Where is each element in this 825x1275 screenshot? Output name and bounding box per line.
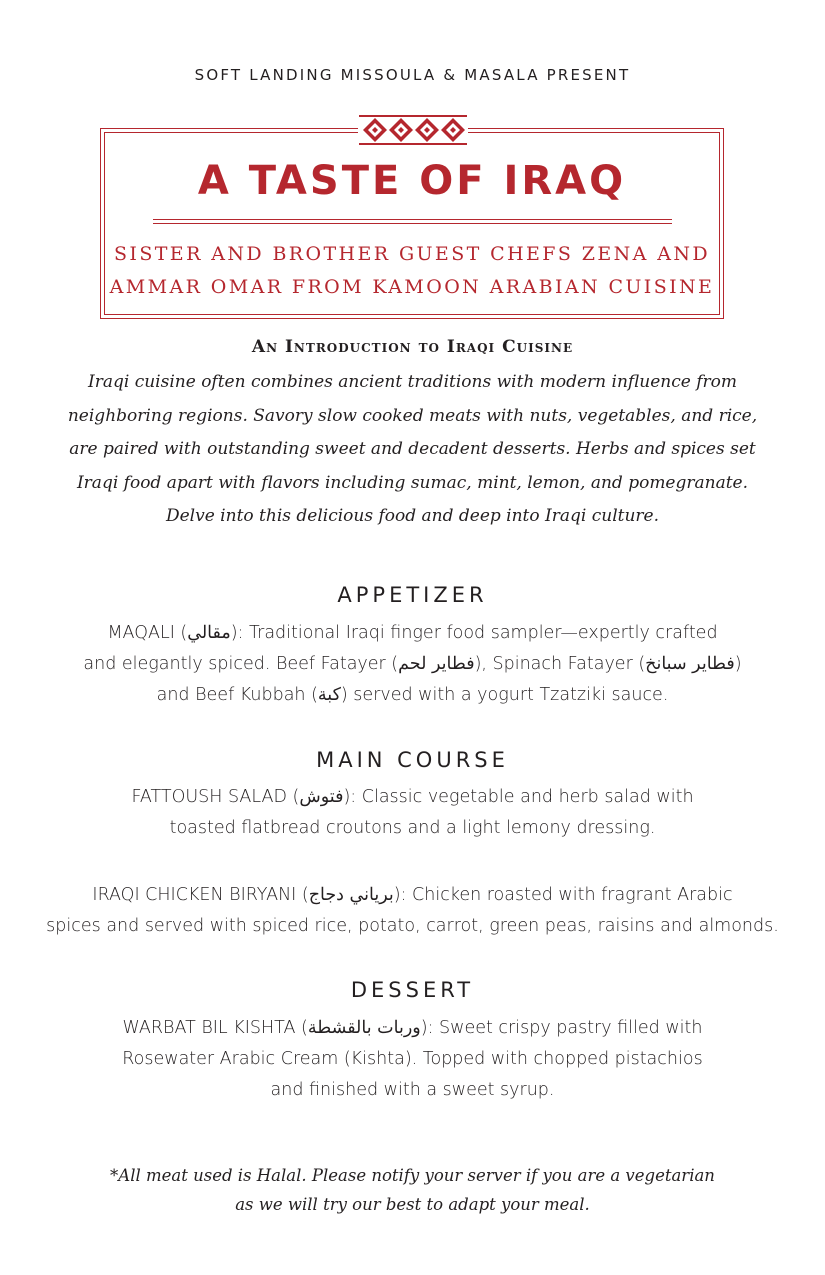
fattoush-line: toasted flatbread croutons and a light lemony dressing. (169, 818, 656, 838)
title-rule-bottom (153, 223, 672, 224)
appetizer-line: and elegantly spiced. Beef Fatayer (فطاير لحم), Spinach Fatayer (فطاير سبانخ) (83, 654, 742, 674)
chefs-line: AMMAR OMAR FROM KAMOON ARABIAN CUISINE (109, 276, 715, 298)
intro-line: Iraqi cuisine often combines ancient traditions with modern influence from (88, 372, 737, 392)
note-line: as we will try our best to adapt your meal. (235, 1195, 590, 1214)
guest-chefs (100, 238, 724, 304)
appetizer-line: MAQALI (مقالي): Traditional Iraqi finger food sampler—expertly crafted (107, 623, 718, 643)
biryani-line: spices and served with spiced rice, potato, carrot, green peas, raisins and almonds. (46, 916, 779, 936)
fattoush-description (40, 782, 785, 844)
note-line: *All meat used is Halal. Please notify your server if you are a vegetarian (110, 1166, 715, 1185)
appetizer-line: and Beef Kubbah (كبة) served with a yogurt Tzatziki sauce. (156, 685, 669, 705)
embroidery-ornament-icon (358, 113, 468, 147)
intro-line: Iraqi food apart with flavors including sumac, mint, lemon, and pomegranate. (76, 472, 749, 493)
main-course-heading: MAIN COURSE (316, 748, 509, 772)
appetizer-description (40, 618, 785, 711)
halal-note (0, 1161, 825, 1219)
dessert-line: Rosewater Arabic Cream (Kishta). Topped with chopped pistachios (122, 1049, 703, 1069)
page-title: A TASTE OF IRAQ (197, 158, 627, 204)
intro-paragraph (60, 366, 765, 534)
fattoush-line: FATTOUSH SALAD (فتوش): Classic vegetable and herb salad with (131, 787, 694, 807)
presenters-line: SOFT LANDING MISSOULA & MASALA PRESENT (194, 66, 631, 84)
dessert-line: and finished with a sweet syrup. (270, 1080, 555, 1100)
biryani-line: IRAQI CHICKEN BIRYANI (برياني دجاج): Chicken roasted with fragrant Arabic (92, 885, 733, 905)
dessert-line: WARBAT BIL KISHTA (وربات بالقشطة): Sweet crispy pastry filled with (122, 1018, 703, 1038)
intro-heading: An Introduction to Iraqi Cuisine (251, 337, 574, 357)
chefs-line: SISTER AND BROTHER GUEST CHEFS ZENA AND (114, 243, 710, 265)
intro-line: Delve into this delicious food and deep into Iraqi culture. (165, 506, 660, 526)
biryani-description (20, 880, 805, 942)
intro-line: neighboring regions. Savory slow cooked meats with nuts, vegetables, and rice, (67, 405, 758, 426)
dessert-description (40, 1013, 785, 1106)
dessert-heading: DESSERT (350, 978, 475, 1002)
intro-line: are paired with outstanding sweet and decadent desserts. Herbs and spices set (69, 439, 756, 459)
appetizer-heading: APPETIZER (337, 583, 488, 607)
title-rule-top (153, 219, 672, 220)
